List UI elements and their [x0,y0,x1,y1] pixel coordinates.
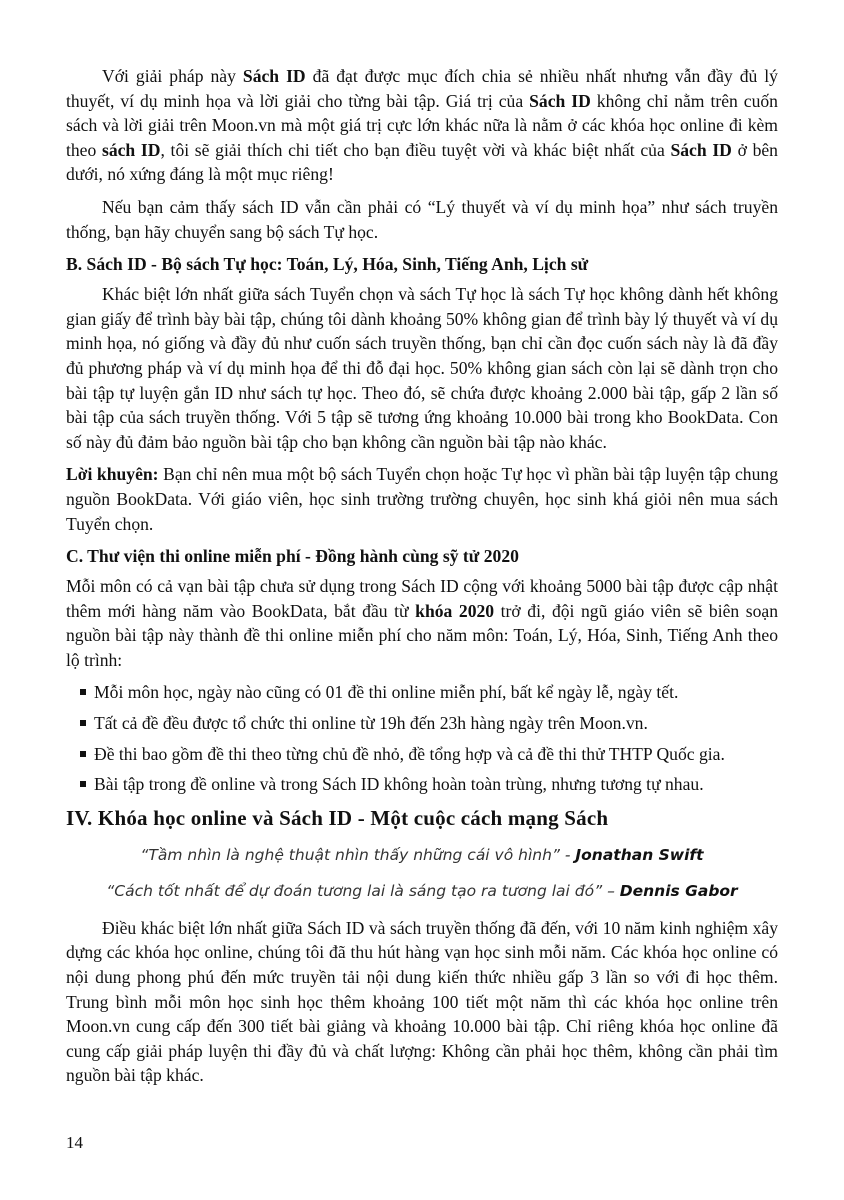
square-bullet-icon [80,751,86,757]
heading-section-b: B. Sách ID - Bộ sách Tự học: Toán, Lý, Hóa, Sinh, Tiếng Anh, Lịch sử [66,254,589,275]
advice-label: Lời khuyên: [66,464,159,485]
paragraph-switch-to-self-study: Nếu bạn cảm thấy sách ID vẫn cần phải có “Lý thuyết và ví dụ minh họa” như sách truyền thống, bạn hãy chuyển sang bộ sách Tự học. [66,196,778,242]
quote-jonathan-swift: “Tầm nhìn là nghệ thuật nhìn thấy những cái vô hình” - Jonathan Swift [140,845,704,864]
list-item: Tất cả đề đều được tổ chức thi online từ 19h đến 23h hàng ngày trên Moon.vn. [94,711,778,736]
list-item: Mỗi môn học, ngày nào cũng có 01 đề thi online miễn phí, bất kể ngày lễ, ngày tết. [94,680,778,705]
heading-section-iv: IV. Khóa học online và Sách ID - Một cuộc cách mạng Sách [66,805,609,830]
paragraph-online-library: Mỗi môn có cả vạn bài tập chưa sử dụng trong Sách ID cộng với khoảng 5000 bài tập được cập nhật thêm mới hàng năm vào BookData, bắt đầu từ khóa 2020 trở đi, đội ngũ giáo viên sẽ biên soạn nguồn bài tập này thành đề thi online miễn phí cho năm môn: Toán, Lý, Hóa, Sinh, Tiếng Anh theo lộ trình: [66,576,779,670]
square-bullet-icon [80,720,86,726]
bullet-list [66,680,778,796]
paragraph-advice: Lời khuyên: Bạn chỉ nên mua một bộ sách Tuyển chọn hoặc Tự học vì phần bài tập luyện tập chung nguồn BookData. Với giáo viên, học sinh trường trường chuyên, học sinh khá giỏi nên mua sách Tuyển chọn. [66,464,778,534]
quote-dennis-gabor: “Cách tốt nhất để dự đoán tương lai là sáng tạo ra tương lai đó” – Dennis Gabor [106,881,738,900]
list-item: Đề thi bao gồm đề thi theo từng chủ đề nhỏ, đề tổng hợp và cả đề thi thử THTP Quốc gia. [94,742,778,767]
square-bullet-icon [80,781,86,787]
document-page [66,64,778,1096]
list-item: Bài tập trong đề online và trong Sách ID không hoàn toàn trùng, nhưng tương tự nhau. [94,772,778,797]
heading-section-c: C. Thư viện thi online miễn phí - Đồng hành cùng sỹ tử 2020 [66,546,519,567]
paragraph-sach-id-solution: Với giải pháp này Sách ID đã đạt được mục đích chia sẻ nhiều nhất nhưng vẫn đầy đủ lý thuyết, ví dụ minh họa và lời giải cho từng bài tập. Giá trị của Sách ID không chỉ nằm trên cuốn sách và lời giải trên Moon.vn mà một giá trị cực lớn khác nữa là nằm ở các khóa học online đi kèm theo sách ID, tôi sẽ giải thích chi tiết cho bạn điều tuyệt vời và khác biệt nhất của Sách ID ở bên dưới, nó xứng đáng là một mục riêng! [66,66,778,185]
square-bullet-icon [80,689,86,695]
paragraph-self-study-books: Khác biệt lớn nhất giữa sách Tuyển chọn và sách Tự học là sách Tự học không dành hết không gian giấy để trình bày bài tập, chúng tôi dành khoảng 50% không gian để trình bày lý thuyết và ví dụ minh họa, nó giống và đầy đủ như cuốn sách truyền thống, bạn chỉ cần đọc cuốn sách này là đã đầy đủ phương pháp và ví dụ minh họa để thi đỗ đại học. 50% không gian sách còn lại sẽ dành trọn cho bài tập tự luyện gắn ID như sách tự học. Theo đó, sẽ chứa được khoảng 2.000 bài tập, gấp 2 lần số bài tập của sách truyền thống. Với 5 tập sẽ tương ứng khoảng 10.000 bài trong kho BookData. Con số này đủ đảm bảo nguồn bài tập cho bạn không cần nguồn bài tập nào khác. [66,284,778,452]
paragraph-online-courses: Điều khác biệt lớn nhất giữa Sách ID và sách truyền thống đã đến, với 10 năm kinh nghiệm xây dựng các khóa học online, chúng tôi đã thu hút hàng vạn học sinh mỗi năm. Các khóa học online có nội dung phong phú đến mức truyền tải nội dung kiến thức nhiều gấp 3 lần so với đi học thêm. Trung bình mỗi môn học sinh học thêm khoảng 100 tiết một năm thì các khóa học online trên Moon.vn cung cấp đến 300 tiết bài giảng và khoảng 10.000 bài tập. Chỉ riêng khóa học online đã cung cấp giải pháp luyện thi đầy đủ và chất lượng: Không cần phải học thêm, không cần phải tìm nguồn bài tập khác. [66,917,778,1086]
page-number: 14 [66,1133,83,1152]
